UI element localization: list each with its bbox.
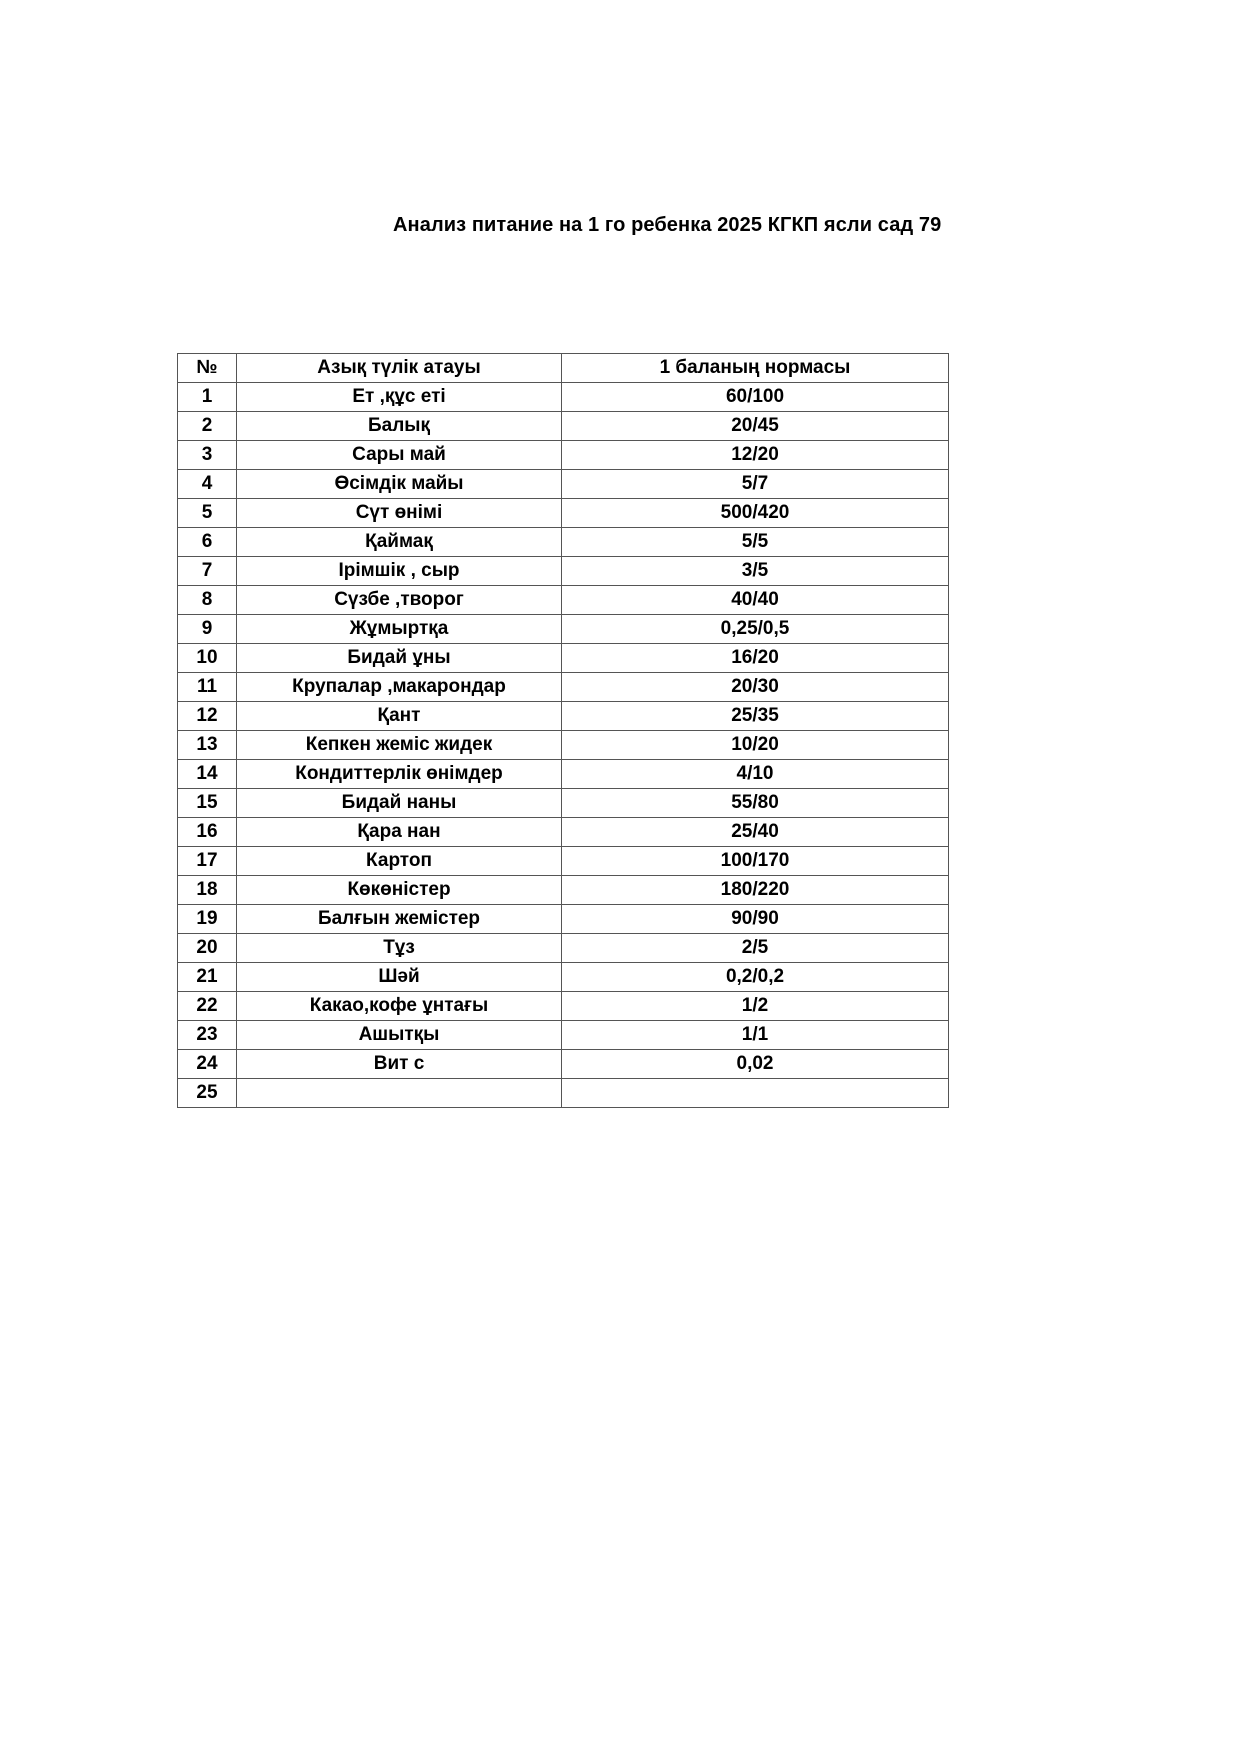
table-row (178, 528, 949, 557)
table-row (178, 818, 949, 847)
norm-value-cell (562, 1079, 949, 1108)
row-number-cell: 12 (178, 702, 237, 731)
row-number-cell: 18 (178, 876, 237, 905)
product-name-cell: Балғын жемістер (237, 905, 562, 934)
row-number-cell: 2 (178, 412, 237, 441)
header-number: № (178, 354, 237, 383)
product-name-cell: Көкөністер (237, 876, 562, 905)
header-product-name: Азық түлік атауы (237, 354, 562, 383)
table-row (178, 847, 949, 876)
row-number-cell: 4 (178, 470, 237, 499)
row-number-cell: 16 (178, 818, 237, 847)
norm-value-cell: 180/220 (562, 876, 949, 905)
product-name-cell: Какао,кофе ұнтағы (237, 992, 562, 1021)
table-row (178, 586, 949, 615)
row-number-cell: 20 (178, 934, 237, 963)
norm-value-cell: 0,02 (562, 1050, 949, 1079)
table-row (178, 412, 949, 441)
product-name-cell: Ет ,құс еті (237, 383, 562, 412)
product-name-cell: Крупалар ,макарондар (237, 673, 562, 702)
product-name-cell: Кондиттерлік өнімдер (237, 760, 562, 789)
product-name-cell: Бидай ұны (237, 644, 562, 673)
product-name-cell: Вит с (237, 1050, 562, 1079)
row-number-cell: 5 (178, 499, 237, 528)
table-row (178, 934, 949, 963)
header-child-norm: 1 баланың нормасы (562, 354, 949, 383)
norm-value-cell: 2/5 (562, 934, 949, 963)
product-name-cell: Тұз (237, 934, 562, 963)
page-title: Анализ питание на 1 го ребенка 2025 КГКП ясли сад 79 (393, 214, 942, 236)
row-number-cell: 14 (178, 760, 237, 789)
norm-value-cell: 4/10 (562, 760, 949, 789)
row-number-cell: 7 (178, 557, 237, 586)
product-name-cell: Шәй (237, 963, 562, 992)
product-name-cell: Ашытқы (237, 1021, 562, 1050)
table-row (178, 905, 949, 934)
norm-value-cell: 16/20 (562, 644, 949, 673)
norm-value-cell: 500/420 (562, 499, 949, 528)
table-row (178, 760, 949, 789)
product-name-cell: Өсімдік майы (237, 470, 562, 499)
table-row (178, 702, 949, 731)
row-number-cell: 22 (178, 992, 237, 1021)
row-number-cell: 17 (178, 847, 237, 876)
row-number-cell: 13 (178, 731, 237, 760)
product-name-cell: Жұмыртқа (237, 615, 562, 644)
norm-value-cell: 0,2/0,2 (562, 963, 949, 992)
product-name-cell: Балық (237, 412, 562, 441)
product-name-cell: Сүт өнімі (237, 499, 562, 528)
row-number-cell: 19 (178, 905, 237, 934)
row-number-cell: 23 (178, 1021, 237, 1050)
product-name-cell: Картоп (237, 847, 562, 876)
norm-value-cell: 3/5 (562, 557, 949, 586)
product-name-cell: Кепкен жеміс жидек (237, 731, 562, 760)
table-row (178, 499, 949, 528)
row-number-cell: 15 (178, 789, 237, 818)
product-name-cell: Қара нан (237, 818, 562, 847)
table-row (178, 1079, 949, 1108)
norm-value-cell: 5/5 (562, 528, 949, 557)
norm-value-cell: 20/45 (562, 412, 949, 441)
product-name-cell: Ірімшік , сыр (237, 557, 562, 586)
norm-value-cell: 12/20 (562, 441, 949, 470)
table-row (178, 557, 949, 586)
norm-value-cell: 25/35 (562, 702, 949, 731)
row-number-cell: 24 (178, 1050, 237, 1079)
product-name-cell: Қаймақ (237, 528, 562, 557)
product-name-cell: Сары май (237, 441, 562, 470)
row-number-cell: 10 (178, 644, 237, 673)
norm-value-cell: 5/7 (562, 470, 949, 499)
table-body (178, 383, 949, 1108)
row-number-cell: 1 (178, 383, 237, 412)
norm-value-cell: 55/80 (562, 789, 949, 818)
norm-value-cell: 20/30 (562, 673, 949, 702)
product-name-cell: Қант (237, 702, 562, 731)
row-number-cell: 11 (178, 673, 237, 702)
norm-value-cell: 1/2 (562, 992, 949, 1021)
product-name-cell (237, 1079, 562, 1108)
norm-value-cell: 60/100 (562, 383, 949, 412)
row-number-cell: 9 (178, 615, 237, 644)
norm-value-cell: 0,25/0,5 (562, 615, 949, 644)
table-row (178, 615, 949, 644)
product-name-cell: Сүзбе ,творог (237, 586, 562, 615)
norm-value-cell: 40/40 (562, 586, 949, 615)
product-name-cell: Бидай наны (237, 789, 562, 818)
table-row (178, 992, 949, 1021)
table-row (178, 441, 949, 470)
table-header-row (178, 354, 949, 383)
table-row (178, 963, 949, 992)
row-number-cell: 3 (178, 441, 237, 470)
row-number-cell: 6 (178, 528, 237, 557)
table-row (178, 1021, 949, 1050)
row-number-cell: 21 (178, 963, 237, 992)
norm-value-cell: 10/20 (562, 731, 949, 760)
table-row (178, 644, 949, 673)
table-row (178, 383, 949, 412)
table-row (178, 673, 949, 702)
table-row (178, 470, 949, 499)
norm-value-cell: 25/40 (562, 818, 949, 847)
table-row (178, 789, 949, 818)
table-row (178, 876, 949, 905)
row-number-cell: 8 (178, 586, 237, 615)
row-number-cell: 25 (178, 1079, 237, 1108)
table-row (178, 731, 949, 760)
norm-value-cell: 100/170 (562, 847, 949, 876)
nutrition-norm-table (177, 353, 949, 1108)
norm-value-cell: 90/90 (562, 905, 949, 934)
norm-value-cell: 1/1 (562, 1021, 949, 1050)
table-row (178, 1050, 949, 1079)
